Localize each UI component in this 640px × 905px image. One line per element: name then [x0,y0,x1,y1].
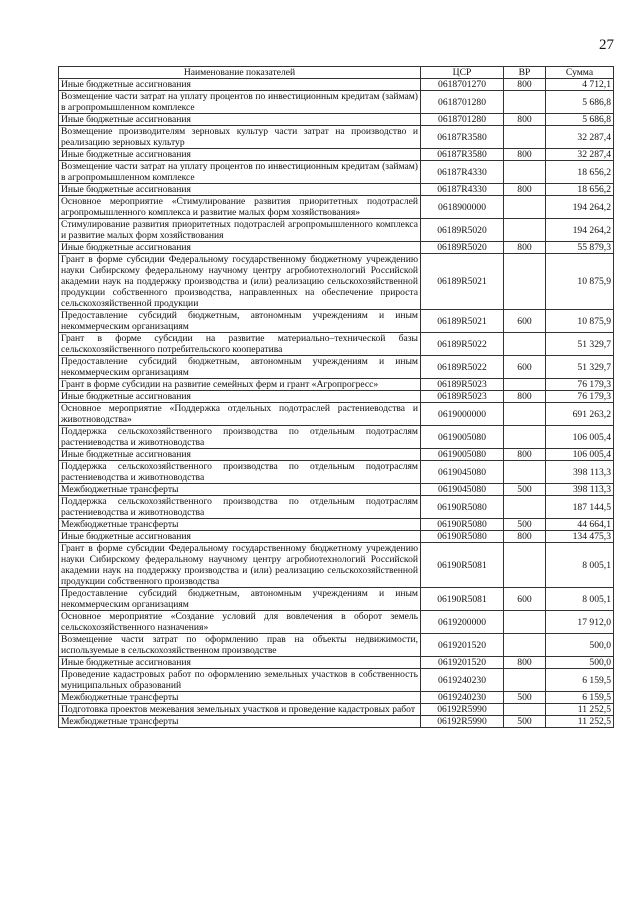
cell-vr [504,611,546,634]
cell-vr [504,543,546,588]
table-row [59,310,614,333]
cell-csr: 0618701280 [421,91,504,114]
cell-name: Основное мероприятие «Поддержка отдельных подотраслей растениеводства и животноводства» [59,403,421,426]
cell-vr: 500 [504,716,546,728]
cell-vr [504,333,546,356]
cell-sum: 6 159,5 [546,669,614,692]
table-row [59,196,614,219]
table-row [59,634,614,657]
table-row [59,484,614,496]
cell-csr: 06190R5080 [421,519,504,531]
table-row [59,114,614,126]
cell-vr: 800 [504,79,546,91]
cell-name: Поддержка сельскохозяйственного производства по отдельным подотраслям растениеводства и животноводства [59,461,421,484]
cell-vr: 500 [504,519,546,531]
cell-sum: 11 252,5 [546,704,614,716]
cell-vr [504,669,546,692]
cell-vr: 800 [504,391,546,403]
cell-vr [504,403,546,426]
cell-name: Межбюджетные трансферты [59,716,421,728]
cell-sum: 194 264,2 [546,219,614,242]
cell-sum: 51 329,7 [546,356,614,379]
cell-sum: 18 656,2 [546,184,614,196]
cell-sum: 187 144,5 [546,496,614,519]
cell-name: Иные бюджетные ассигнования [59,184,421,196]
cell-csr: 06187R3580 [421,149,504,161]
cell-sum: 10 875,9 [546,254,614,310]
cell-csr: 06190R5081 [421,543,504,588]
cell-csr: 06190R5080 [421,531,504,543]
table-row [59,716,614,728]
header-sum: Сумма [546,67,614,79]
cell-name: Межбюджетные трансферты [59,692,421,704]
cell-sum: 76 179,3 [546,391,614,403]
cell-name: Межбюджетные трансферты [59,484,421,496]
cell-name: Подготовка проектов межевания земельных участков и проведение кадастровых работ [59,704,421,716]
cell-name: Поддержка сельскохозяйственного производства по отдельным подотраслям растениеводства и животноводства [59,496,421,519]
cell-name: Межбюджетные трансферты [59,519,421,531]
cell-vr [504,379,546,391]
cell-sum: 5 686,8 [546,114,614,126]
table-row [59,379,614,391]
cell-csr: 0618701270 [421,79,504,91]
cell-vr [504,254,546,310]
table-row [59,184,614,196]
cell-csr: 06192R5990 [421,704,504,716]
cell-vr: 800 [504,657,546,669]
cell-csr: 06187R3580 [421,126,504,149]
cell-vr: 600 [504,356,546,379]
cell-vr [504,91,546,114]
cell-sum: 32 287,4 [546,126,614,149]
cell-sum: 44 664,1 [546,519,614,531]
cell-csr: 06189R5023 [421,379,504,391]
cell-sum: 51 329,7 [546,333,614,356]
cell-sum: 10 875,9 [546,310,614,333]
table-row [59,531,614,543]
cell-csr: 0619200000 [421,611,504,634]
cell-name: Проведение кадастровых работ по оформлению земельных участков в собственность муниципальных образований [59,669,421,692]
cell-csr: 06189R5021 [421,310,504,333]
table-row [59,704,614,716]
cell-vr [504,496,546,519]
cell-name: Иные бюджетные ассигнования [59,242,421,254]
page-number: 27 [599,37,614,53]
cell-csr: 0619045080 [421,461,504,484]
cell-name: Поддержка сельскохозяйственного производства по отдельным подотраслям растениеводства и животноводства [59,426,421,449]
cell-sum: 398 113,3 [546,484,614,496]
table-row [59,219,614,242]
table-row [59,91,614,114]
cell-vr [504,461,546,484]
cell-name: Грант в форме субсидии на развитие материально–технической базы сельскохозяйственного потребительского кооператива [59,333,421,356]
table-row [59,333,614,356]
cell-name: Грант в форме субсидии Федеральному государственному бюджетному учреждению науки Сибирскому федеральному научному центру агробиотехнологий Российской академии наук на поддержку производства и (или) реализацию сельскохозяйственной продукции собственного производства, направленных на обеспечение прироста сельскохозяйственной продукции [59,254,421,310]
cell-name: Основное мероприятие «Создание условий для вовлечения в оборот земель сельскохозяйственного назначения» [59,611,421,634]
cell-vr [504,219,546,242]
cell-csr: 06189R5020 [421,242,504,254]
table-row [59,519,614,531]
cell-name: Основное мероприятие «Стимулирование развития приоритетных подотраслей агропромышленного комплекса и развитие малых форм хозяйствования» [59,196,421,219]
cell-csr: 06192R5990 [421,716,504,728]
cell-csr: 0619201520 [421,634,504,657]
table-row [59,657,614,669]
cell-name: Предоставление субсидий бюджетным, автономным учреждениям и иным некоммерческим организациям [59,588,421,611]
cell-csr: 0619005080 [421,449,504,461]
cell-vr [504,704,546,716]
cell-name: Грант в форме субсидии Федеральному государственному бюджетному учреждению науки Сибирскому федеральному научному центру агробиотехнологий Российской академии наук на поддержку производства и (или) реализацию сельскохозяйственной продукции собственного производства [59,543,421,588]
cell-name: Иные бюджетные ассигнования [59,531,421,543]
cell-csr: 06189R5022 [421,333,504,356]
cell-sum: 8 005,1 [546,588,614,611]
cell-vr: 800 [504,149,546,161]
cell-name: Возмещение производителям зерновых культур части затрат на производство и реализацию зерновых культур [59,126,421,149]
cell-sum: 18 656,2 [546,161,614,184]
table-row [59,611,614,634]
table-row [59,254,614,310]
cell-csr: 0618900000 [421,196,504,219]
cell-name: Предоставление субсидий бюджетным, автономным учреждениям и иным некоммерческим организациям [59,356,421,379]
cell-csr: 06189R5020 [421,219,504,242]
cell-sum: 106 005,4 [546,426,614,449]
cell-csr: 0619005080 [421,426,504,449]
budget-table [58,66,614,728]
cell-vr: 800 [504,531,546,543]
table-row [59,461,614,484]
table-body [59,79,614,728]
table-row [59,242,614,254]
cell-name: Грант в форме субсидии на развитие семейных ферм и грант «Агропрогресс» [59,379,421,391]
cell-csr: 06189R5021 [421,254,504,310]
cell-name: Иные бюджетные ассигнования [59,79,421,91]
header-vr: ВР [504,67,546,79]
table-row [59,449,614,461]
cell-vr [504,161,546,184]
cell-sum: 32 287,4 [546,149,614,161]
cell-csr: 0619201520 [421,657,504,669]
table-row [59,669,614,692]
cell-vr [504,126,546,149]
cell-vr: 500 [504,484,546,496]
cell-csr: 06189R5022 [421,356,504,379]
cell-vr: 600 [504,588,546,611]
cell-csr: 0619240230 [421,692,504,704]
table-row [59,426,614,449]
cell-csr: 06190R5081 [421,588,504,611]
cell-name: Иные бюджетные ассигнования [59,391,421,403]
cell-sum: 76 179,3 [546,379,614,391]
cell-sum: 5 686,8 [546,91,614,114]
cell-vr [504,634,546,657]
cell-name: Возмещение части затрат на уплату процентов по инвестиционным кредитам (займам) в агропромышленном комплексе [59,161,421,184]
table-row [59,692,614,704]
header-csr: ЦСР [421,67,504,79]
cell-csr: 06190R5080 [421,496,504,519]
cell-name: Иные бюджетные ассигнования [59,449,421,461]
cell-sum: 134 475,3 [546,531,614,543]
table-row [59,496,614,519]
cell-csr: 0618701280 [421,114,504,126]
cell-sum: 17 912,0 [546,611,614,634]
cell-vr [504,196,546,219]
table-row [59,356,614,379]
cell-csr: 06187R4330 [421,184,504,196]
cell-vr: 800 [504,242,546,254]
cell-csr: 0619045080 [421,484,504,496]
cell-sum: 11 252,5 [546,716,614,728]
cell-sum: 691 263,2 [546,403,614,426]
cell-name: Возмещение части затрат на уплату процентов по инвестиционным кредитам (займам) в агропромышленном комплексе [59,91,421,114]
cell-sum: 55 879,3 [546,242,614,254]
cell-name: Стимулирование развития приоритетных подотраслей агропромышленного комплекса и развитие малых форм хозяйствования [59,219,421,242]
table-row [59,403,614,426]
cell-name: Предоставление субсидий бюджетным, автономным учреждениям и иным некоммерческим организациям [59,310,421,333]
cell-vr: 800 [504,449,546,461]
cell-vr: 600 [504,310,546,333]
table-row [59,149,614,161]
table-header-row [59,67,614,79]
cell-name: Иные бюджетные ассигнования [59,149,421,161]
cell-sum: 500,0 [546,657,614,669]
table-row [59,391,614,403]
cell-vr: 500 [504,692,546,704]
table-row [59,126,614,149]
cell-vr: 800 [504,184,546,196]
table-row [59,161,614,184]
cell-name: Иные бюджетные ассигнования [59,657,421,669]
cell-sum: 500,0 [546,634,614,657]
table-row [59,79,614,91]
cell-sum: 398 113,3 [546,461,614,484]
cell-vr [504,426,546,449]
cell-csr: 06189R5023 [421,391,504,403]
cell-vr: 800 [504,114,546,126]
cell-sum: 106 005,4 [546,449,614,461]
cell-sum: 8 005,1 [546,543,614,588]
cell-name: Иные бюджетные ассигнования [59,114,421,126]
table-row [59,588,614,611]
cell-csr: 06187R4330 [421,161,504,184]
cell-sum: 6 159,5 [546,692,614,704]
cell-name: Возмещение части затрат по оформлению прав на объекты недвижимости, используемые в сельскохозяйственном производстве [59,634,421,657]
header-name: Наименование показателей [59,67,421,79]
table-row [59,543,614,588]
cell-csr: 0619240230 [421,669,504,692]
cell-sum: 4 712,1 [546,79,614,91]
cell-csr: 0619000000 [421,403,504,426]
cell-sum: 194 264,2 [546,196,614,219]
